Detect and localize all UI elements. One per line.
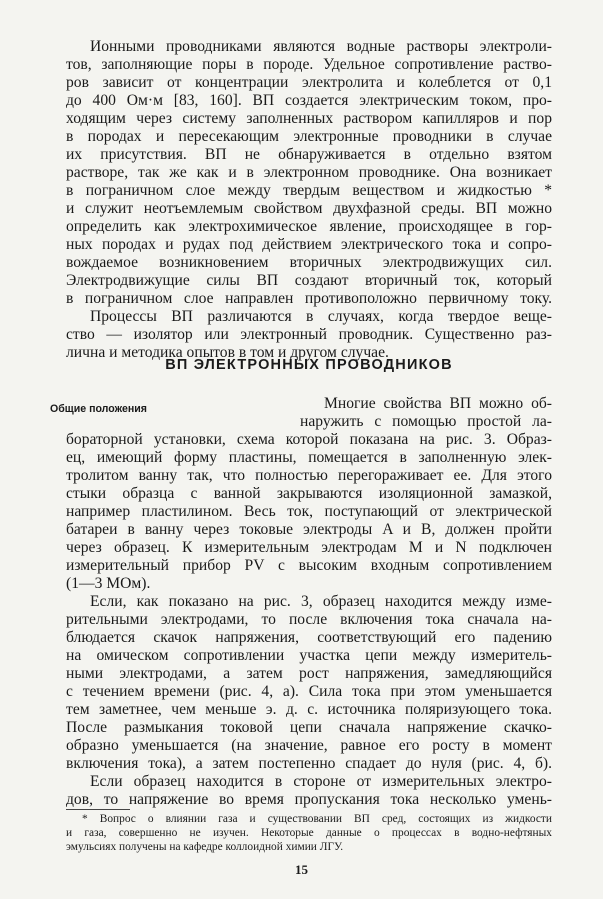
text-line: батареи в ванну через токовые электроды A и B, должен пройти bbox=[66, 521, 552, 538]
text-line: тролитом ванну так, что полностью перегораживает ее. Для этого bbox=[66, 467, 552, 484]
text-line: ными электродами, а затем рост напряжения, замедляющийся bbox=[66, 665, 552, 682]
text-line: например пластилином. Весь ток, поступающий от электрической bbox=[66, 503, 552, 520]
text-line: ных породах и рудах под действием электрического тока и сопро- bbox=[66, 236, 552, 253]
text-line: блюдается скачок напряжения, соответствующий его падению bbox=[66, 629, 552, 646]
text-line: на омическом сопротивлении участка цепи между измеритель- bbox=[66, 647, 552, 664]
text-line: Ионными проводниками являются водные растворы электроли- bbox=[90, 38, 552, 55]
text-line: образно уменьшается (на значение, равное его росту в момент bbox=[66, 737, 552, 754]
text-line: их присутствия. ВП не обнаруживается в отдельно взятом bbox=[66, 146, 552, 163]
text-line: тем заметнее, чем меньше э. д. с. источника поляризующего тока. bbox=[66, 701, 552, 718]
text-line: в пограничном слое направлен противоположно первичному току. bbox=[66, 290, 552, 307]
text-line: (1—3 МОм). bbox=[66, 575, 151, 592]
text-line: Если образец находится в стороне от измерительных электро- bbox=[90, 773, 552, 790]
text-line: Электродвижущие силы ВП создают вторичный ток, который bbox=[66, 272, 552, 289]
text-line: ец, имеющий форму пластины, помещается в заполненную элек- bbox=[66, 449, 552, 466]
text-line: через образец. К измерительным электродам M и N подключен bbox=[66, 539, 552, 556]
text-line: растворе, так же как и в электронном проводнике. Она возникает bbox=[66, 164, 552, 181]
text-line: ров зависит от концентрации электролита и колеблется от 0,1 bbox=[66, 74, 552, 91]
footnote-rule bbox=[66, 809, 130, 810]
text-line: ходящим через систему заполненных раствором капилляров и пор bbox=[66, 110, 552, 127]
section-heading: ВП ЭЛЕКТРОННЫХ ПРОВОДНИКОВ bbox=[165, 357, 453, 373]
side-heading: Общие положения bbox=[50, 403, 147, 415]
text-line: и служит неотъемлемым свойством двухфазной среды. ВП можно bbox=[66, 200, 552, 217]
footnote-line: и газа, совершенно не изучен. Некоторые данные о процессах в водно-нефтяных bbox=[66, 827, 552, 839]
text-line: Многие свойства ВП можно об- bbox=[324, 395, 552, 412]
text-line: рительными электродами, то после включения тока сначала на- bbox=[66, 611, 552, 628]
text-line: лична и методика опытов в том и другом случае. bbox=[66, 344, 389, 361]
page-number: 15 bbox=[295, 862, 308, 877]
text-line: стыки образца с ванной закрываются изоляционной замазкой, bbox=[66, 485, 552, 502]
footnote-line: * Вопрос о влиянии газа и существовании ВП сред, состоящих из жидкости bbox=[82, 813, 552, 825]
text-line: включения тока), а затем постепенно спадает до нуля (рис. 4, б). bbox=[66, 755, 552, 772]
text-line: Если, как показано на рис. 3, образец находится между изме- bbox=[90, 593, 552, 610]
text-line: бораторной установки, схема которой показана на рис. 3. Образ- bbox=[66, 431, 552, 448]
text-line: наружить с помощью простой ла- bbox=[300, 413, 552, 430]
text-line: тов, заполняющие поры в породе. Удельное сопротивление раство- bbox=[66, 56, 552, 73]
text-line: Процессы ВП различаются в случаях, когда твердое веще- bbox=[90, 308, 552, 325]
text-line: вождаемое возникновением вторичных электродвижущих сил. bbox=[66, 254, 552, 271]
text-line: в породах и пересекающим электронные проводники в случае bbox=[66, 128, 552, 145]
text-line: с течением времени (рис. 4, а). Сила тока при этом уменьшается bbox=[66, 683, 552, 700]
text-line: до 400 Ом·м [83, 160]. ВП создается электрическим током, про- bbox=[66, 92, 552, 109]
text-line: измерительный прибор PV с высоким входным сопротивлением bbox=[66, 557, 552, 574]
text-line: дов, то напряжение во время пропускания тока несколько умень- bbox=[66, 791, 552, 808]
text-line: определить как электрохимическое явление, происходящее в гор- bbox=[66, 218, 552, 235]
text-line: ство — изолятор или электронный проводник. Существенно раз- bbox=[66, 326, 552, 343]
text-line: После размыкания токовой цепи сначала напряжение скачко- bbox=[66, 719, 552, 736]
text-line: в пограничном слое между твердым веществом и жидкостью * bbox=[66, 182, 552, 199]
footnote-line: эмульсиях получены на кафедре коллоидной химии ЛГУ. bbox=[66, 841, 344, 853]
